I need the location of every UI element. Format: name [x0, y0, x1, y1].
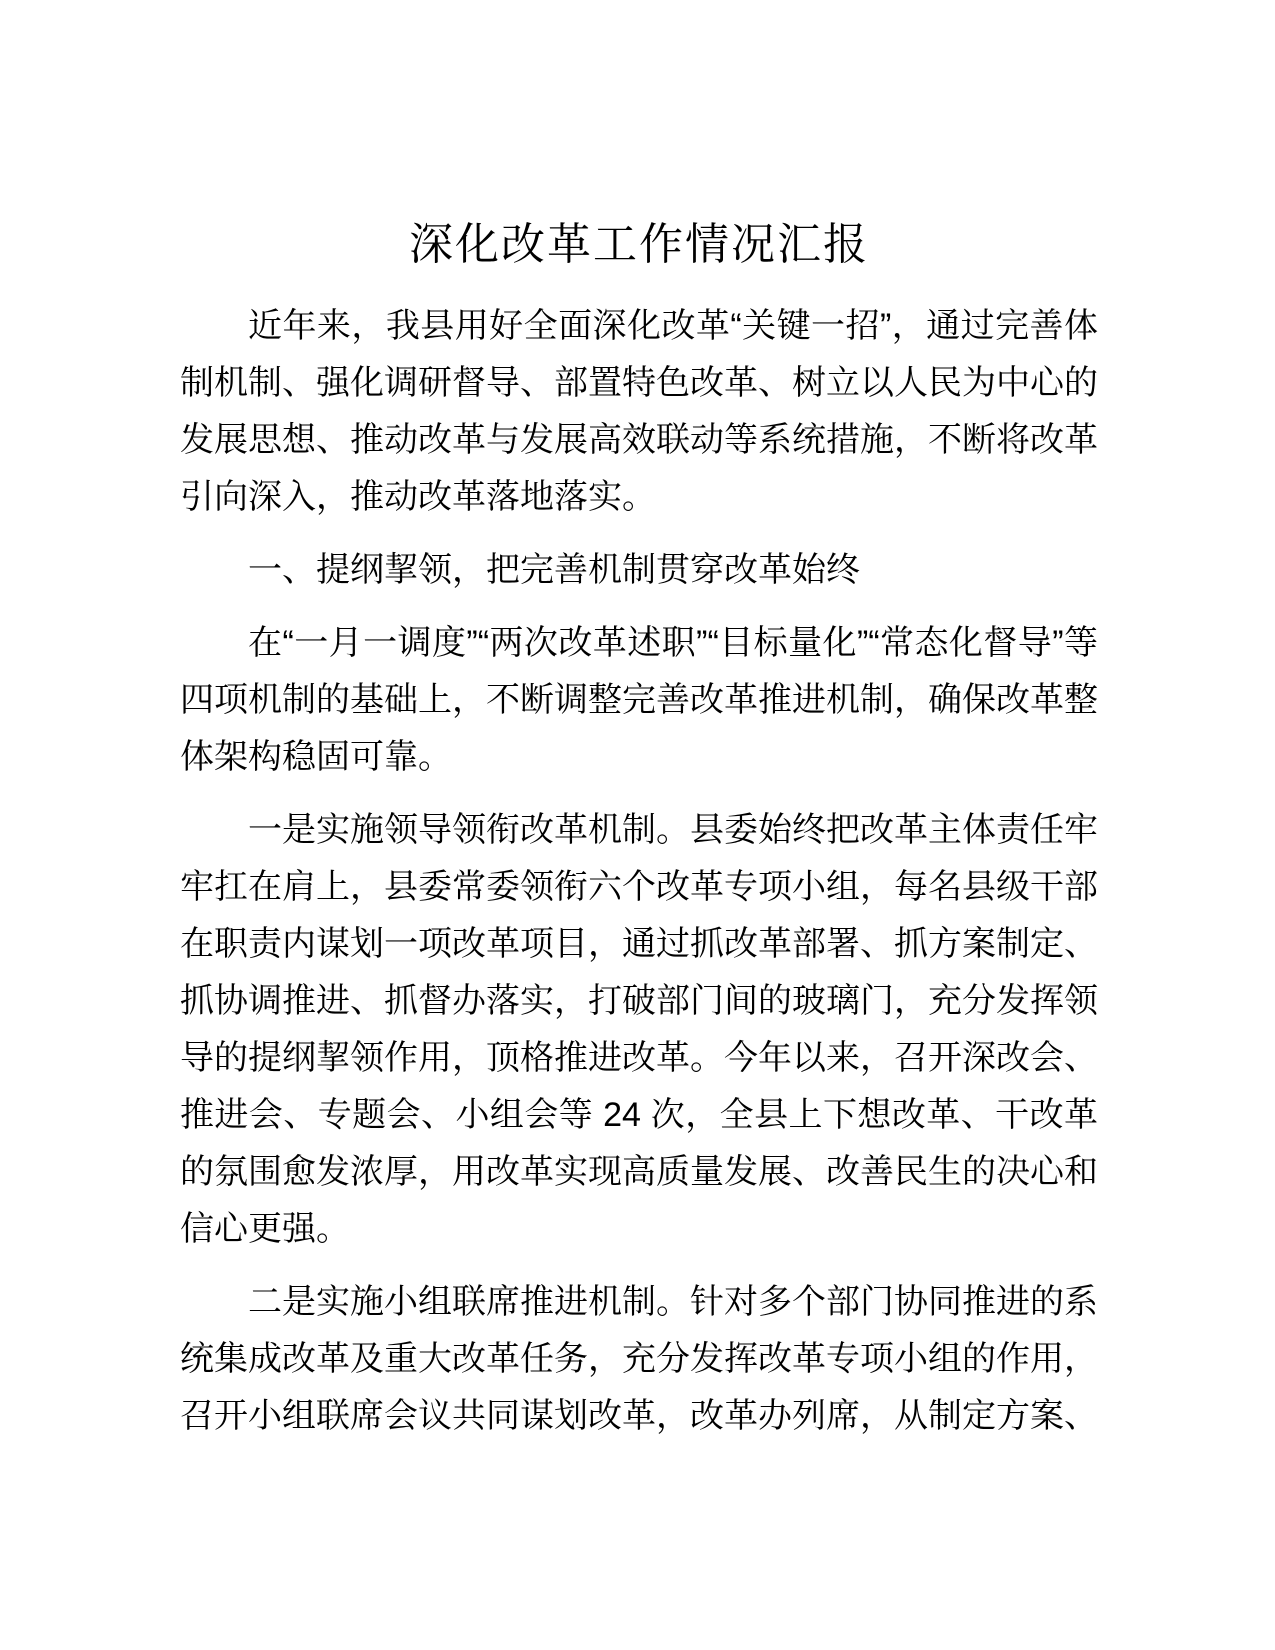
- paragraph-first-mechanism: 一是实施领导领衔改革机制。县委始终把改革主体责任牢牢扛在肩上，县委常委领衔六个改革专项小组，每名县级干部在职责内谋划一项改革项目，通过抓改革部署、抓方案制定、抓协调推进、抓督办落实，打破部门间的玻璃门，充分发挥领导的提纲挈领作用，顶格推进改革。今年以来，召开深改会、推进会、专题会、小组会等 24 次，全县上下想改革、干改革的氛围愈发浓厚，用改革实现高质量发展、改善民生的决心和信心更强。: [180, 811, 1098, 1248]
- document-content: [180, 0, 1098, 1461]
- paragraph-mechanism-overview: 在“一月一调度”“两次改革述职”“目标量化”“常态化督导”等四项机制的基础上，不断调整完善改革推进机制，确保改革整体架构稳固可靠。: [180, 624, 1098, 776]
- paragraph-second-mechanism: 二是实施小组联席推进机制。针对多个部门协同推进的系统集成改革及重大改革任务，充分发挥改革专项小组的作用，召开小组联席会议共同谋划改革，改革办列席，从制定方案、: [180, 1283, 1098, 1435]
- document-title: 深化改革工作情况汇报: [409, 220, 869, 269]
- section-heading-1: 一、提纲挈领，把完善机制贯穿改革始终: [248, 551, 860, 589]
- paragraph-intro: 近年来，我县用好全面深化改革“关键一招”，通过完善体制机制、强化调研督导、部置特色改革、树立以人民为中心的发展思想、推动改革与发展高效联动等系统措施，不断将改革引向深入，推动改革落地落实。: [180, 307, 1098, 516]
